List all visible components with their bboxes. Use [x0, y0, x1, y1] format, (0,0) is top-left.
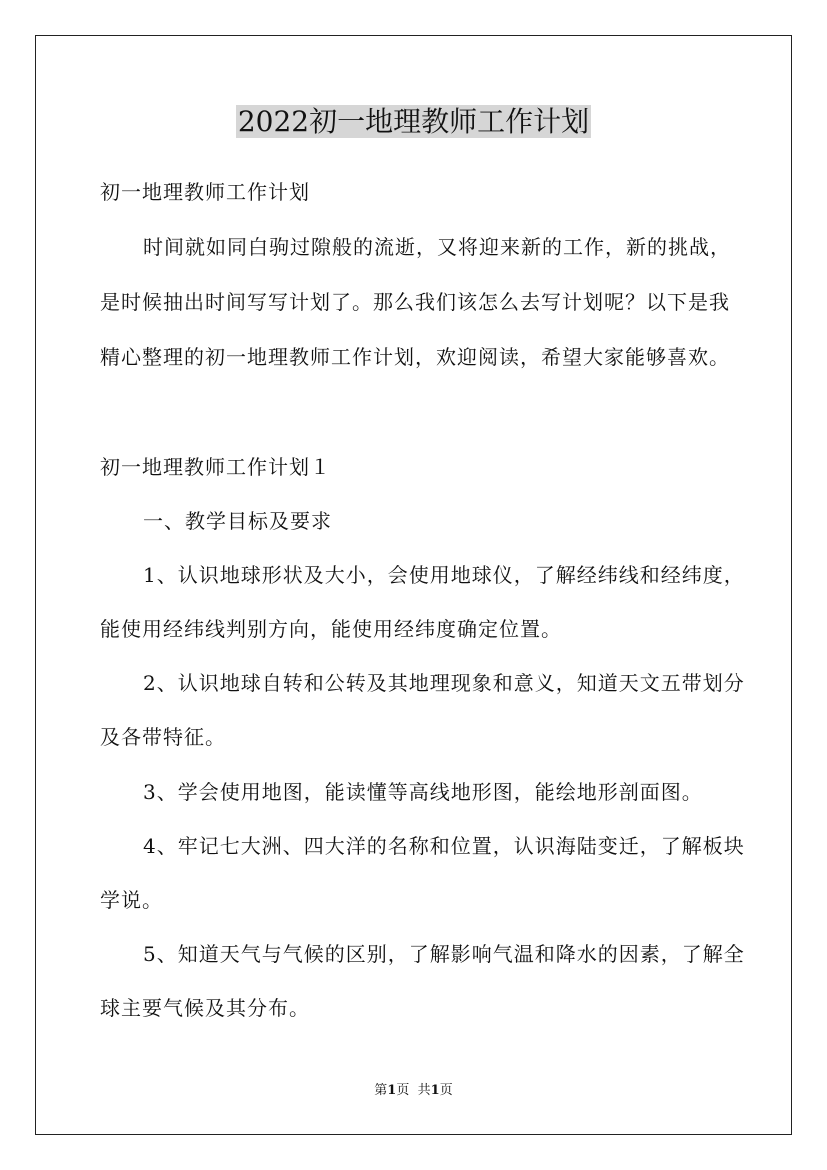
section-heading-intro: 初一地理教师工作计划 [100, 180, 310, 204]
footer-page-number: 1 [387, 1083, 397, 1098]
list-item-line: 2、认识地球自转和公转及其地理现象和意义，知道天文五带划分 [143, 671, 745, 695]
list-item-line: 及各带特征。 [100, 725, 226, 749]
footer-total-prefix: 共 [417, 1083, 431, 1098]
paragraph-line: 精心整理的初一地理教师工作计划，欢迎阅读，希望大家能够喜欢。 [100, 345, 730, 369]
paragraph-line: 是时候抽出时间写写计划了。那么我们该怎么去写计划呢？以下是我 [100, 290, 730, 314]
section-heading-plan-1: 初一地理教师工作计划１ [100, 455, 331, 479]
paragraph-line: 时间就如同白驹过隙般的流逝，又将迎来新的工作，新的挑战， [143, 235, 731, 259]
list-item-line: 能使用经纬线判别方向，能使用经纬度确定位置。 [100, 617, 562, 641]
list-item-line: 1、认识地球形状及大小，会使用地球仪，了解经纬线和经纬度， [143, 563, 745, 587]
list-item-line: 3、学会使用地图，能读懂等高线地形图，能绘地形剖面图。 [143, 780, 703, 804]
list-item-line: 学说。 [100, 888, 163, 912]
subheading-teaching-goals: 一、教学目标及要求 [143, 509, 332, 533]
list-item-line: 球主要气候及其分布。 [100, 996, 310, 1020]
page-footer [0, 1081, 827, 1101]
document-title-text: 2022初一地理教师工作计划 [237, 105, 590, 138]
footer-total-unit: 页 [439, 1083, 453, 1098]
footer-page-unit: 页 [396, 1083, 410, 1098]
document-title [0, 100, 827, 144]
list-item-line: 5、知道天气与气候的区别，了解影响气温和降水的因素，了解全 [143, 942, 745, 966]
footer-page-prefix: 第 [374, 1083, 388, 1098]
list-item-line: 4、牢记七大洲、四大洋的名称和位置，认识海陆变迁，了解板块 [143, 834, 745, 858]
footer-total-number: 1 [430, 1083, 440, 1098]
